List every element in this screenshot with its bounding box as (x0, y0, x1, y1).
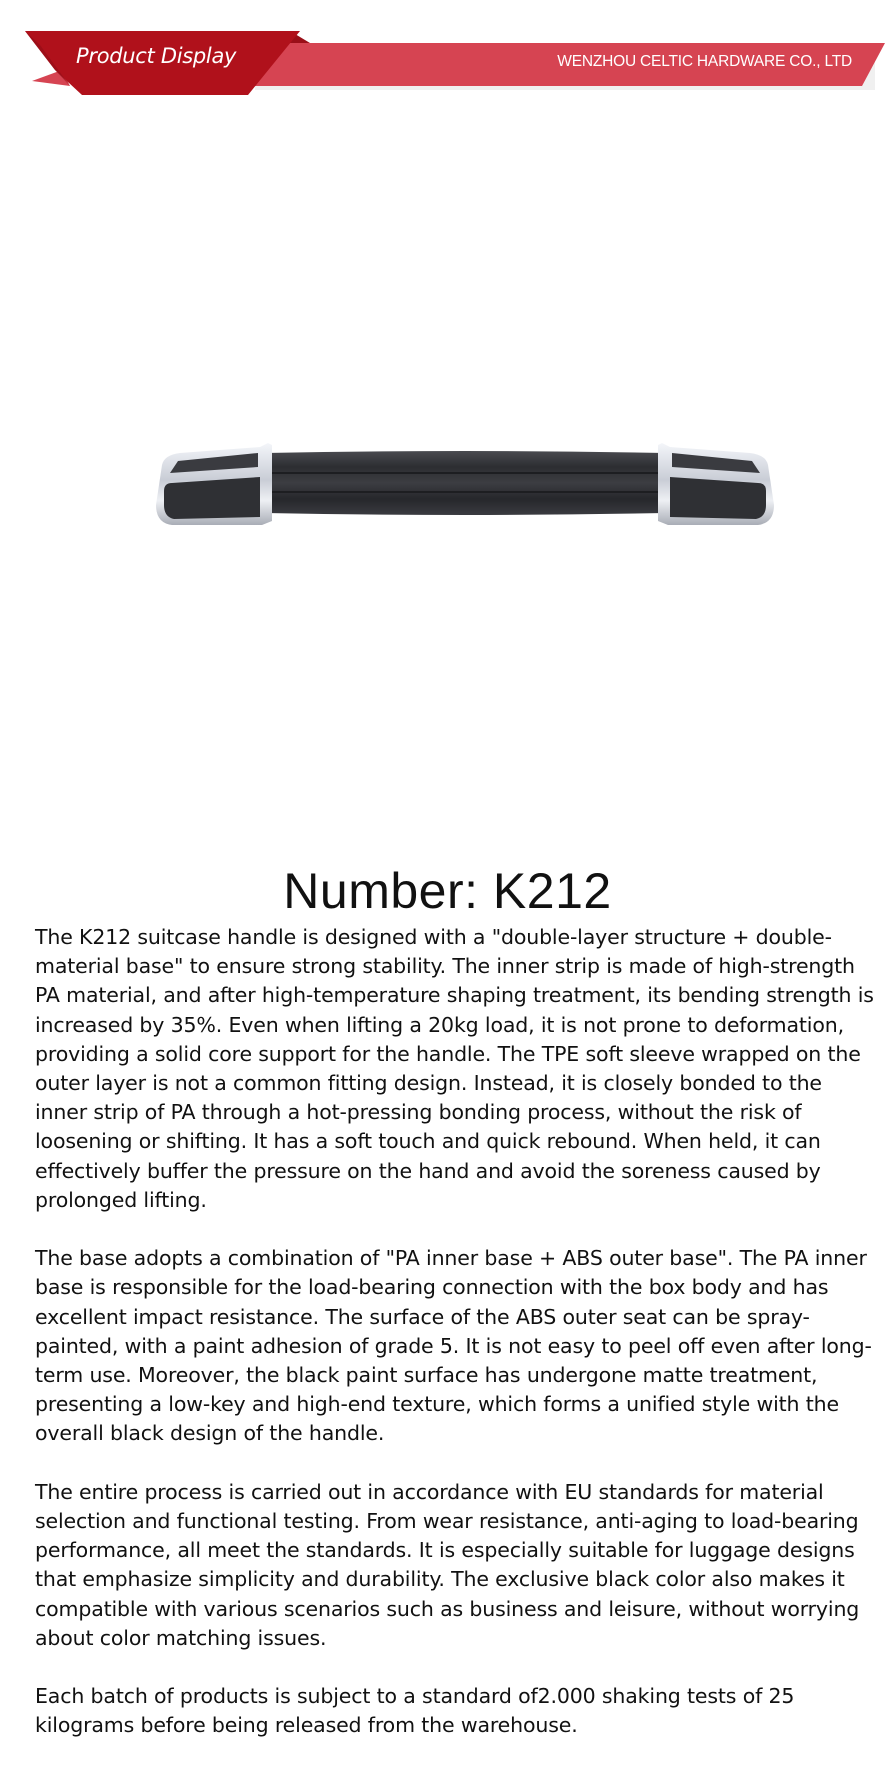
description-paragraph-base: The base adopts a combination of "PA inner base + ABS outer base". The PA inner base is responsible for the load-bearing connection with the box body and has excellent impact resistance. The surface of the ABS outer seat can be spray-painted, with a paint adhesion of grade 5. It is not easy to peel off even after long-term use. Moreover, the black paint surface has undergone matte treatment, presenting a low-key and high-end texture, which forms a unified style with the overall black design of the handle. (35, 1246, 872, 1446)
description-paragraph-testing: Each batch of products is subject to a standard of2.000 shaking tests of 25 kilograms before being released from the warehouse. (35, 1684, 795, 1738)
header-banner (0, 0, 895, 110)
description-paragraph-standards: The entire process is carried out in accordance with EU standards for material selection and functional testing. From wear resistance, anti-aging to load-bearing performance, all meet the standards. It is especially suitable for luggage designs that emphasize simplicity and durability. The exclusive black color also makes it compatible with various scenarios such as business and leisure, without worrying about color matching issues. (35, 1479, 860, 1650)
product-description (35, 923, 875, 1770)
product-number-title: Number: K212 (283, 863, 612, 919)
company-name: WENZHOU CELTIC HARDWARE CO., LTD (557, 53, 852, 70)
suitcase-handle-illustration (150, 425, 780, 535)
banner-title: Product Display (76, 44, 237, 68)
description-paragraph-structure: The K212 suitcase handle is designed with a "double-layer structure + double-material base" to ensure strong stability. The inner strip is made of high-strength PA material, and after high-temperature shaping treatment, its bending strength is increased by 35%. Even when lifting a 20kg load, it is not prone to deformation, providing a solid core support for the handle. The TPE soft sleeve wrapped on the outer layer is not a common fitting design. Instead, it is closely bonded to the inner strip of PA through a hot-pressing bonding process, without the risk of loosening or shifting. It has a soft touch and quick rebound. When held, it can effectively buffer the pressure on the hand and avoid the soreness caused by prolonged lifting. (35, 925, 874, 1212)
product-image (150, 425, 780, 535)
